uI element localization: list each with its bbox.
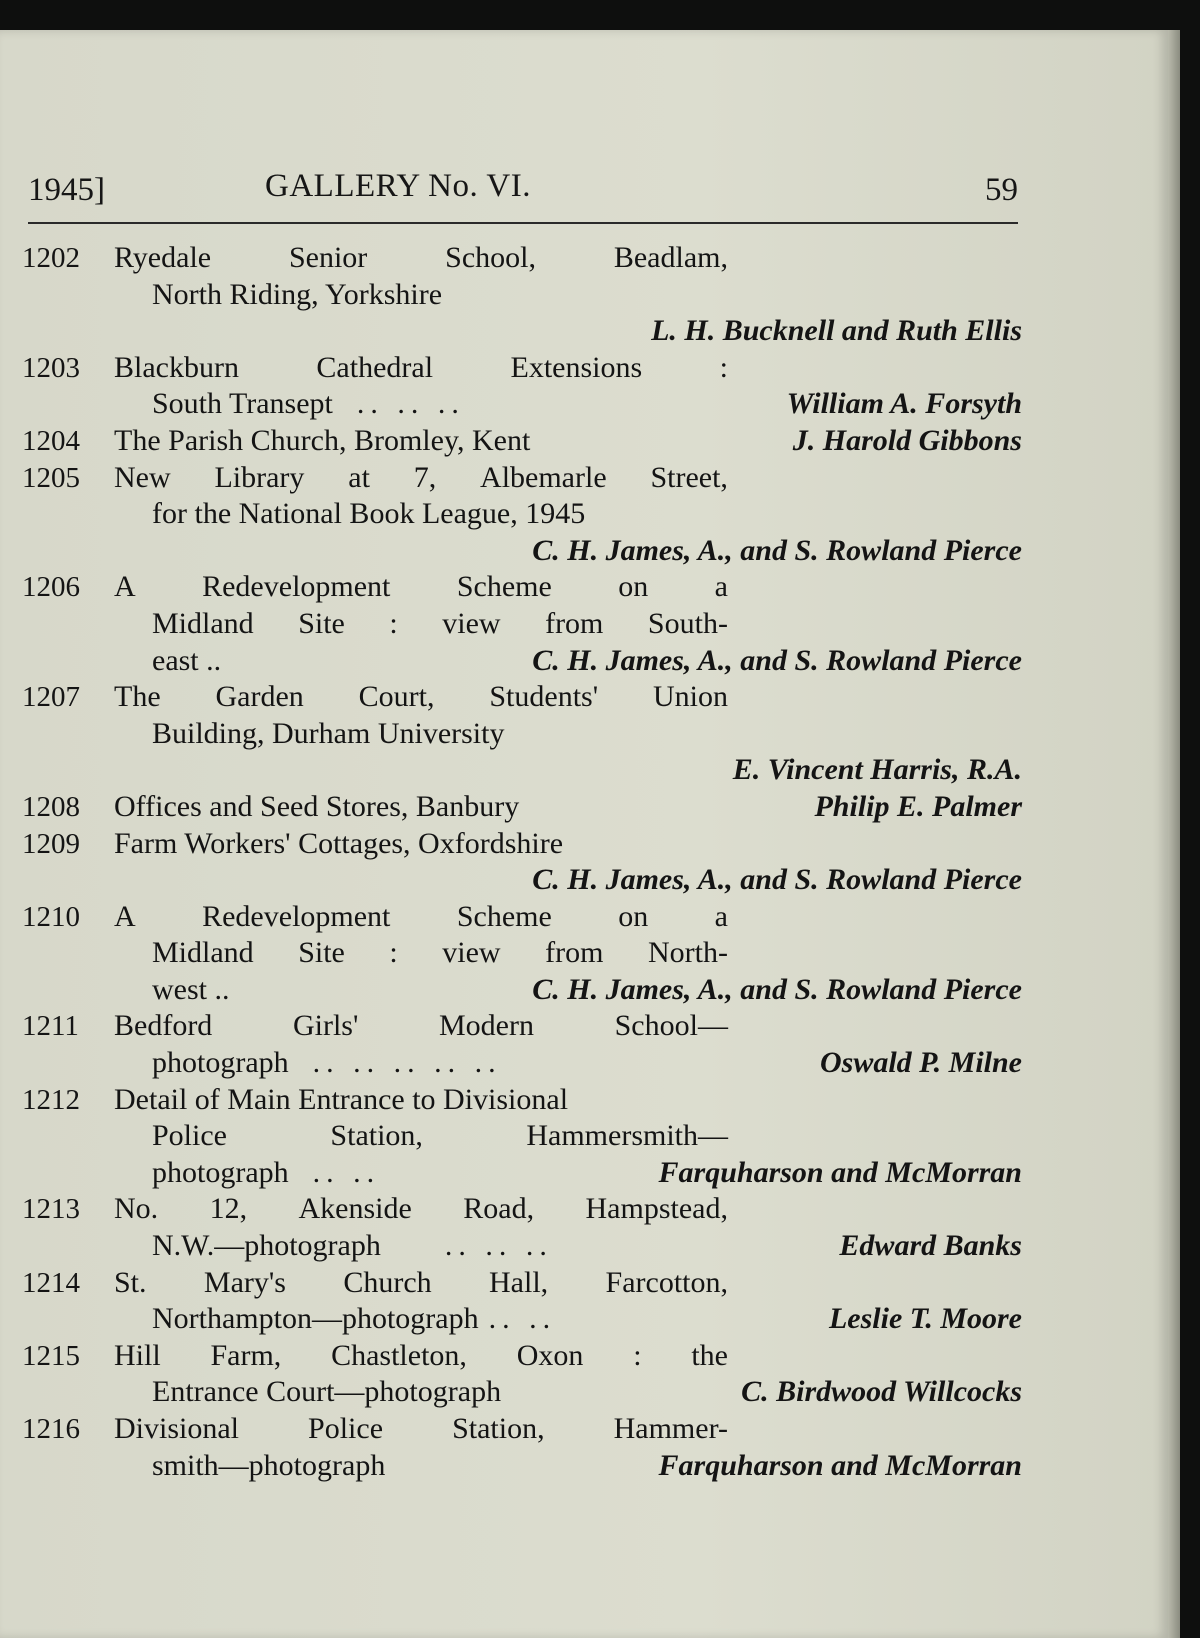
word: Redevelopment xyxy=(202,899,391,933)
entry-architect: C. H. James, A., and S. Rowland Pierce xyxy=(532,863,1022,897)
catalogue-entry xyxy=(22,1265,1022,1338)
word: view xyxy=(442,936,501,970)
word: Hammer- xyxy=(613,1412,728,1445)
catalogue-entry xyxy=(22,899,1022,1009)
word: Court, xyxy=(358,680,435,714)
word: : xyxy=(719,350,728,384)
word: Hampstead, xyxy=(585,1192,728,1226)
entry-title-line: The Parish Church, Bromley, Kent xyxy=(114,423,531,457)
entry-title-line xyxy=(114,240,728,277)
entry-title-line xyxy=(152,606,728,643)
entry-title-line: Entrance Court—photograph xyxy=(152,1375,502,1409)
word: Girls' xyxy=(292,1009,359,1043)
entry-architect: C. Birdwood Willcocks xyxy=(741,1375,1022,1409)
word: St. xyxy=(114,1265,147,1299)
entry-number: 1202 xyxy=(22,242,80,274)
entry-number: 1204 xyxy=(22,424,80,457)
entry-title-line xyxy=(114,1008,728,1045)
word: Road, xyxy=(463,1192,535,1226)
entry-title-line xyxy=(114,1411,728,1448)
dot-leader: .. .. xyxy=(488,1302,557,1336)
entry-title-line xyxy=(114,1338,728,1375)
word: Divisional xyxy=(114,1412,239,1445)
word: South- xyxy=(647,606,728,640)
word: Farm, xyxy=(210,1338,282,1372)
word: Cathedral xyxy=(316,350,434,384)
word: A xyxy=(114,570,136,604)
entry-architect: Farquharson and McMorran xyxy=(658,1448,1022,1482)
entry-architect: C. H. James, A., and S. Rowland Pierce xyxy=(532,533,1022,567)
entry-title-line xyxy=(114,569,728,606)
word: Union xyxy=(652,680,728,714)
word: Garden xyxy=(215,680,304,714)
entry-title-line: Detail of Main Entrance to Divisional xyxy=(114,1082,569,1116)
word: view xyxy=(442,606,501,640)
word: Police xyxy=(308,1412,384,1445)
page-number: 59 xyxy=(985,172,1018,208)
catalogue-entry xyxy=(22,460,1022,570)
dot-leader: .. .. .. xyxy=(444,1229,553,1263)
header-year: 1945] xyxy=(28,172,105,208)
gallery-title: GALLERY No. VI. xyxy=(265,168,531,204)
word: Students' xyxy=(489,680,599,714)
dot-leader: .. .. .. xyxy=(356,387,465,421)
entry-number: 1205 xyxy=(22,461,80,494)
entry-architect: E. Vincent Harris, R.A. xyxy=(732,753,1022,787)
word: : xyxy=(633,1338,642,1372)
word: No. xyxy=(114,1192,159,1226)
word: : xyxy=(389,936,398,970)
entry-number: 1214 xyxy=(22,1266,80,1299)
entry-title-line: smith—photograph xyxy=(152,1448,386,1482)
entry-title-line: west .. xyxy=(152,972,230,1006)
catalogue-entries xyxy=(22,240,1022,1484)
catalogue-entry xyxy=(22,240,1022,350)
catalogue-entry xyxy=(22,1008,1022,1081)
word: Site xyxy=(298,606,345,640)
entry-number: 1211 xyxy=(22,1010,79,1043)
word: School— xyxy=(614,1009,728,1043)
entry-title-line xyxy=(114,350,728,387)
word: Hill xyxy=(114,1338,161,1372)
catalogue-entry xyxy=(22,1338,1022,1411)
entry-title-line: Offices and Seed Stores, Banbury xyxy=(114,789,520,823)
word: Blackburn xyxy=(114,350,239,384)
word: a xyxy=(714,570,728,604)
entry-title-line xyxy=(152,1118,728,1155)
entry-title-line: Building, Durham University xyxy=(152,716,505,750)
word: Senior xyxy=(288,241,368,274)
word: Farcotton, xyxy=(605,1265,728,1299)
dot-leader: .. .. .. .. .. xyxy=(312,1046,502,1080)
word: Station, xyxy=(452,1412,545,1445)
word: Police xyxy=(152,1119,227,1153)
catalogue-entry xyxy=(22,569,1022,679)
word: on xyxy=(618,570,649,604)
catalogue-entry xyxy=(22,679,1022,789)
word: Beadlam, xyxy=(613,241,728,274)
entry-architect: Farquharson and McMorran xyxy=(658,1155,1022,1189)
entry-number: 1203 xyxy=(22,351,80,384)
entry-title-line xyxy=(114,1191,728,1228)
word: Extensions xyxy=(510,350,643,384)
entry-architect: Oswald P. Milne xyxy=(820,1046,1022,1080)
entry-title-line: North Riding, Yorkshire xyxy=(152,277,443,311)
page-edge xyxy=(1168,30,1180,1638)
entry-title-line: Northampton—photograph .. .. xyxy=(152,1302,557,1336)
word: Akenside xyxy=(298,1192,412,1226)
entry-architect: Edward Banks xyxy=(839,1229,1022,1263)
word: Midland xyxy=(152,606,254,640)
entry-architect: Philip E. Palmer xyxy=(814,789,1022,823)
entry-number: 1206 xyxy=(22,571,80,604)
entry-title-line: east .. xyxy=(152,643,222,677)
word: Chastleton, xyxy=(331,1338,467,1372)
word: Site xyxy=(298,936,345,970)
word: Scheme xyxy=(456,570,552,604)
catalogue-entry xyxy=(22,826,1022,899)
word: Midland xyxy=(152,936,254,970)
word: the xyxy=(691,1338,728,1372)
word: Station, xyxy=(330,1119,423,1153)
entry-title-line: for the National Book League, 1945 xyxy=(152,497,586,531)
catalogue-entry xyxy=(22,789,1022,826)
catalogue-entry xyxy=(22,1411,1022,1484)
running-header xyxy=(28,168,1018,218)
entry-title-line: photograph .. .. xyxy=(152,1155,381,1189)
entry-architect: Leslie T. Moore xyxy=(828,1302,1022,1336)
entry-title-line xyxy=(114,460,728,497)
word: : xyxy=(389,606,398,640)
word: Redevelopment xyxy=(202,570,391,604)
header-rule xyxy=(28,222,1018,224)
word: Modern xyxy=(439,1009,534,1043)
entry-number: 1212 xyxy=(22,1083,80,1116)
word: on xyxy=(618,899,649,933)
dot-leader: .. .. xyxy=(312,1155,381,1189)
entry-title-line: South Transept .. .. .. xyxy=(152,387,465,421)
word: A xyxy=(114,899,136,933)
entry-number: 1207 xyxy=(22,681,80,714)
entry-title-line: photograph .. .. .. .. .. xyxy=(152,1046,502,1080)
word: 12, xyxy=(209,1192,248,1226)
word: Albemarle xyxy=(480,460,607,494)
word: North- xyxy=(648,936,728,970)
entry-architect: William A. Forsyth xyxy=(786,387,1022,421)
word: Scheme xyxy=(456,899,552,933)
entry-title-line: Farm Workers' Cottages, Oxfordshire xyxy=(114,826,564,860)
word: 7, xyxy=(413,460,437,494)
entry-number: 1209 xyxy=(22,827,80,860)
entry-number: 1208 xyxy=(22,790,80,823)
word: New xyxy=(114,460,171,494)
catalogue-entry xyxy=(22,1082,1022,1192)
word: School, xyxy=(445,241,536,274)
entry-number: 1210 xyxy=(22,900,80,933)
word: from xyxy=(545,936,604,970)
word: Hammersmith— xyxy=(526,1119,728,1153)
word: Hall, xyxy=(489,1265,549,1299)
catalogue-entry xyxy=(22,423,1022,460)
word: at xyxy=(348,460,370,494)
word: Street, xyxy=(650,460,728,494)
entry-title-line: N.W.—photograph .. .. .. xyxy=(152,1229,553,1263)
entry-architect: L. H. Bucknell and Ruth Ellis xyxy=(651,314,1022,348)
catalogue-entry xyxy=(22,350,1022,423)
entry-number: 1215 xyxy=(22,1339,80,1372)
entry-architect: C. H. James, A., and S. Rowland Pierce xyxy=(532,972,1022,1006)
entry-architect: C. H. James, A., and S. Rowland Pierce xyxy=(532,643,1022,677)
word: Church xyxy=(343,1265,432,1299)
word: a xyxy=(714,899,728,933)
entry-title-line xyxy=(114,1265,728,1302)
word: Oxon xyxy=(516,1338,584,1372)
word: Ryedale xyxy=(114,241,212,274)
entry-number: 1213 xyxy=(22,1193,80,1226)
word: The xyxy=(114,680,161,714)
word: from xyxy=(545,606,604,640)
catalogue-entry xyxy=(22,1191,1022,1264)
entry-architect: J. Harold Gibbons xyxy=(792,423,1022,457)
word: Library xyxy=(214,460,305,494)
entry-number: 1216 xyxy=(22,1413,80,1445)
entry-title-line xyxy=(114,899,728,936)
word: Bedford xyxy=(114,1009,213,1043)
entry-title-line xyxy=(152,935,728,972)
entry-title-line xyxy=(114,679,728,716)
word: Mary's xyxy=(203,1265,286,1299)
